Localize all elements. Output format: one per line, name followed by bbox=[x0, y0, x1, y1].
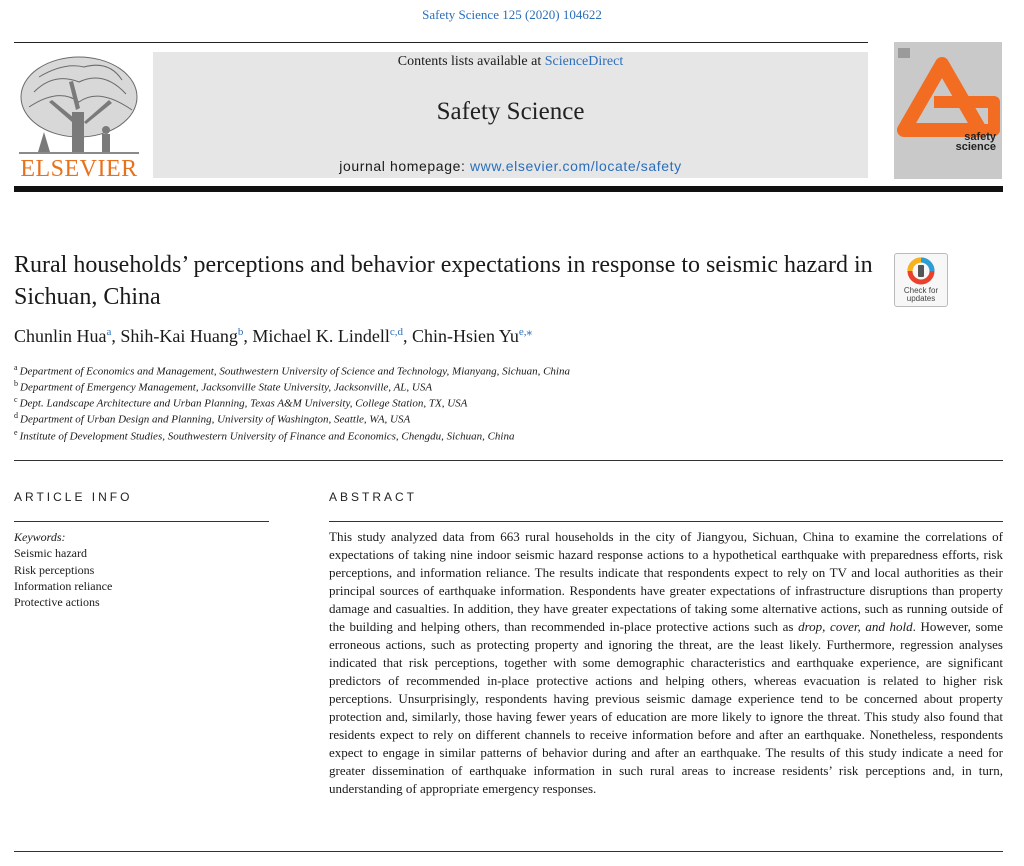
article-title: Rural households’ perceptions and behavior expectations in response to seismic hazard in Sichuan, China bbox=[14, 252, 873, 310]
author-list: Chunlin Hua$^a$, Shih-Kai Huang$^b$, Michael K. Lindell$^{c,d}$, Chin-Hsien $Yu^{e,⁎}$ bbox=[14, 326, 532, 346]
section-rule bbox=[14, 460, 1003, 461]
affiliation: $^b$ Department of Emergency Management, Jacksonville State University, Jacksonville, AL, USA bbox=[14, 379, 433, 394]
contents-line bbox=[153, 54, 868, 70]
bottom-rule bbox=[14, 851, 1003, 852]
homepage-link[interactable]: www.elsevier.com/locate/safety bbox=[469, 158, 682, 174]
sciencedirect-link[interactable]: ScienceDirect bbox=[544, 54, 624, 69]
affiliation: $^d$ Department of Urban Design and Planning, University of Washington, Seattle, WA, USA bbox=[14, 411, 411, 426]
affiliation: $^e$ Institute of Development Studies, Southwestern University of Finance and Economics, Chengdu, Sichuan, China bbox=[14, 428, 515, 443]
keyword: Seismic hazard bbox=[14, 546, 87, 561]
journal-cover[interactable] bbox=[894, 42, 1002, 179]
cover-triangle-icon bbox=[894, 42, 1002, 179]
author[interactable]: Shih-Kai Huang$^b$ bbox=[120, 326, 244, 346]
elsevier-wordmark: ELSEVIER bbox=[20, 156, 138, 182]
journal-title: Safety Science bbox=[436, 98, 585, 125]
article-info-heading: ARTICLE INFO bbox=[14, 490, 133, 504]
keywords-block bbox=[14, 529, 112, 610]
author[interactable]: Chunlin Hua$^a$ bbox=[14, 326, 112, 346]
author[interactable]: Chin-Hsien $Yu^{e,⁎}$ bbox=[411, 326, 532, 346]
homepage-line bbox=[153, 158, 868, 174]
abstract-rule bbox=[329, 521, 1003, 522]
keyword: Information reliance bbox=[14, 578, 113, 593]
journal-citation[interactable]: Safety Science 125 (2020) 104622 bbox=[422, 7, 602, 22]
header-rule bbox=[14, 42, 868, 43]
cover-title: safety science bbox=[955, 131, 996, 153]
author[interactable]: Michael K. Lindell$^{c,d}$ bbox=[252, 326, 403, 346]
abstract-text: This study analyzed data from 663 rural households in the city of Jiangyou, Sichuan, China to examine the correlations of expectations of taking nine indoor seismic hazard response actions to a hypothetical earthquake with preparedness efforts, risk perceptions, and information reliance. The results indicate that respondents expect to rely on TV and local authorities as their principal sources of earthquake information. Respondents have greater expectations of infrastructure disruptions than property damage and casualties. In addition, they have greater expectations of taking some alternative actions, such as running outside of the building and helping others, than recommended in-place protective actions such as drop, cover, and hold. However, some erroneous actions, such as protecting property and ignoring the threat, are the least likely. Furthermore, regression analyses indicated that risk perceptions, together with some demographic characteristics and earthquake experience, are significant predictors of recommended in-place protective actions and helping others, whereas evacuation is related to higher risk perceptions. Unsurprisingly, respondents having previous seismic damage experience tend to be concerned about property protection and, similarly, those having fewer years of education are more likely to ignore the threat. This study also found that residents expect to rely on different channels to receive information before and after an earthquake. Nonetheless, respondents expect to engage in similar patterns of behavior during and after an earthquake. The results of this study indicate a need for greater dissemination of earthquake information in such rural areas to increase residents’ risk perceptions and, in turn, understanding of appropriate emergency responses. bbox=[329, 529, 1003, 796]
affiliation: $^c$ Dept. Landscape Architecture and Urban Planning, Texas A&M University, College Station, TX, USA bbox=[14, 395, 468, 410]
keyword: Risk perceptions bbox=[14, 562, 95, 577]
check-updates-label: Check for updates bbox=[903, 286, 939, 303]
contents-prefix: Contents lists available at bbox=[397, 54, 545, 69]
affiliation: $^a$ Department of Economics and Management, Southwestern University of Science and Technology, Mianyang, Sichuan, China bbox=[14, 363, 570, 378]
header-thick-rule bbox=[14, 186, 1003, 192]
homepage-prefix: journal homepage: bbox=[339, 158, 470, 174]
check-for-updates-button[interactable] bbox=[894, 253, 948, 307]
keywords-label: Keywords: bbox=[14, 530, 66, 544]
keyword: Protective actions bbox=[14, 595, 100, 610]
abstract-heading: ABSTRACT bbox=[329, 490, 418, 504]
abstract-italic: drop, cover, and hold bbox=[798, 619, 913, 634]
article-info-rule bbox=[14, 521, 269, 522]
